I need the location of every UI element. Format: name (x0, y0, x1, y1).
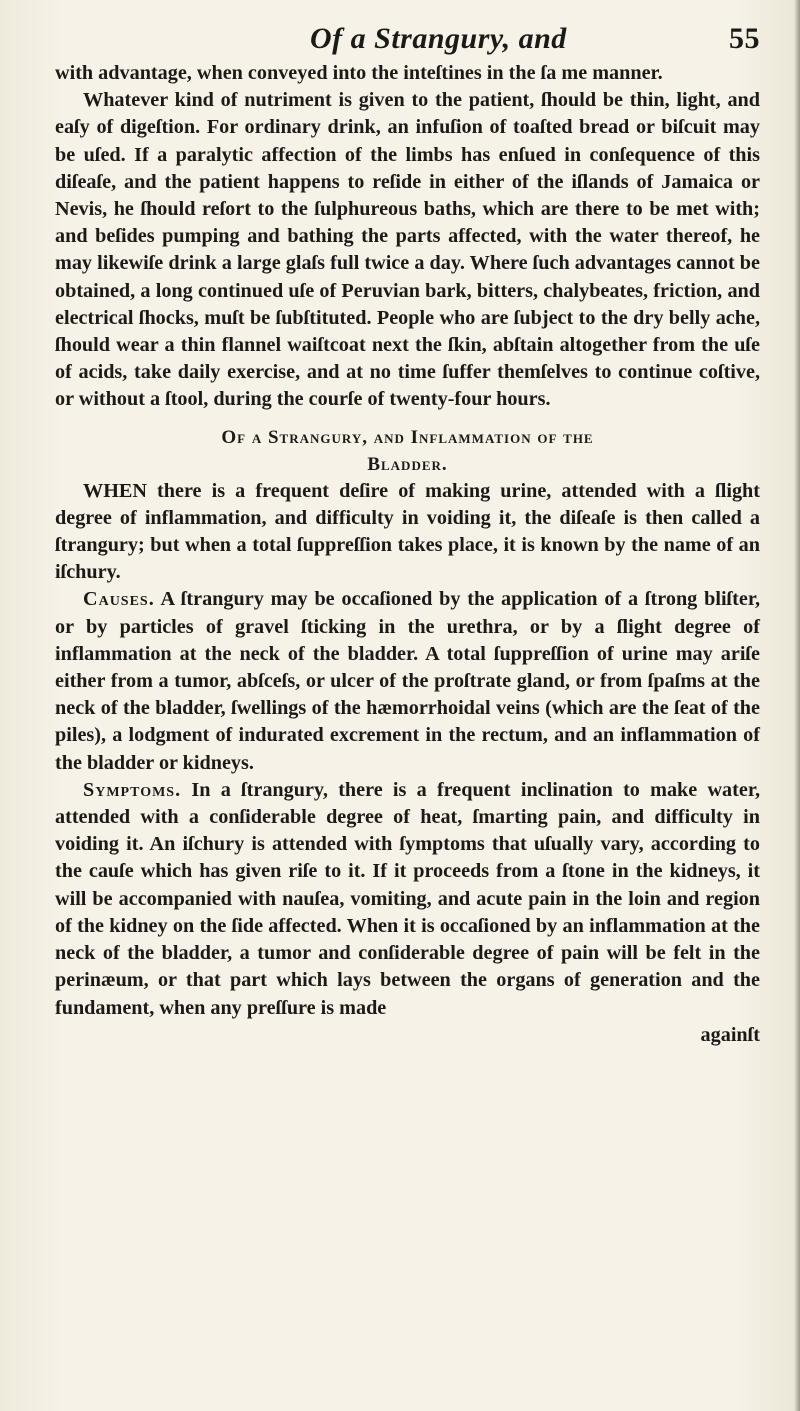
paragraph-symptoms (55, 777, 760, 1022)
causes-text: A ſtrangury may be occaſioned by the application of a ſtrong bliſter, or by particles of gravel ſticking in the urethra, or by a ſlight degree of inflammation at the neck of the bladder. A total ſuppreſſion of urine may ariſe either from a tumor, abſceſs, or ulcer of the proſtrate gland, or from ſpaſms at the neck of the bladder, ſwellings of the hæmorrhoidal veins (which are the ſeat of the piles), a lodgment of indurated excrement in the rectum, and an inflammation of the bladder or kidneys. (55, 588, 761, 774)
section-heading-line-2: Bladder. (367, 453, 448, 475)
section-heading-line-1: Of a Strangury, and Inflammation of the (221, 426, 594, 448)
catchword: againſt (700, 1023, 760, 1046)
page-body (55, 60, 760, 1049)
page-edge-shadow (794, 0, 800, 1411)
symptoms-label: Symptoms. (83, 778, 182, 801)
symptoms-text: In a ſtrangury, there is a frequent inclination to make water, attended with a conſiderable degree of heat, ſmarting pain, and difficulty in voiding it. An iſchury is attended with ſymptoms that uſually vary, according to the cauſe which has given riſe to it. If it proceeds from a ſtone in the kidneys, it will be accompanied with nauſea, vomiting, and acute pain in the loin and region of the kidney on the ſide affected. When it is occaſioned by an inflammation at the neck of the bladder, a tumor and conſiderable degree of pain will be felt in the perinæum, or that part which lays between the organs of generation and the fundament, when any preſſure is made (55, 778, 760, 1019)
paragraph-treatment: Whatever kind of nutriment is given to the patient, ſhould be thin, light, and eaſy of digeſtion. For ordinary drink, an infuſion of toaſted bread or biſcuit may be uſed. If a paralytic affection of the limbs has enſued in conſequence of this diſeaſe, and the patient happens to reſide in either of the iſlands of Jamaica or Nevis, he ſhould reſort to the ſulphureous baths, which are there to be met with; and beſides pumping and bathing the parts affected, with the water thereof, he may likewiſe drink a large glaſs full twice a day. Where ſuch advantages cannot be obtained, a long continued uſe of Peruvian bark, bitters, chalybeates, friction, and electrical ſhocks, muſt be ſubſtituted. People who are ſubject to the dry belly ache, ſhould wear a thin flannel waiſtcoat next the ſkin, abſtain altogether from the uſe of acids, take daily exercise, and at no time ſuffer themſelves to continue coſtive, or without a ſtool, during the courſe of twenty-four hours. (55, 89, 760, 411)
paragraph-causes (55, 586, 760, 776)
paragraph-continuation: with advantage, when conveyed into the inteſtines in the ſa me manner. (55, 62, 663, 84)
paragraph-intro: WHEN there is a frequent deſire of making urine, attended with a ſlight degree of inflammation, and difficulty in voiding it, the diſeaſe is then called a ſtrangury; but when a total ſuppreſſion takes place, it is known by the name of an iſchury. (55, 479, 760, 584)
running-title: Of a Strangury, and (310, 22, 567, 55)
section-heading (55, 424, 760, 478)
running-header (55, 22, 760, 58)
page-number: 55 (729, 22, 760, 55)
causes-label: Causes. (83, 588, 155, 611)
